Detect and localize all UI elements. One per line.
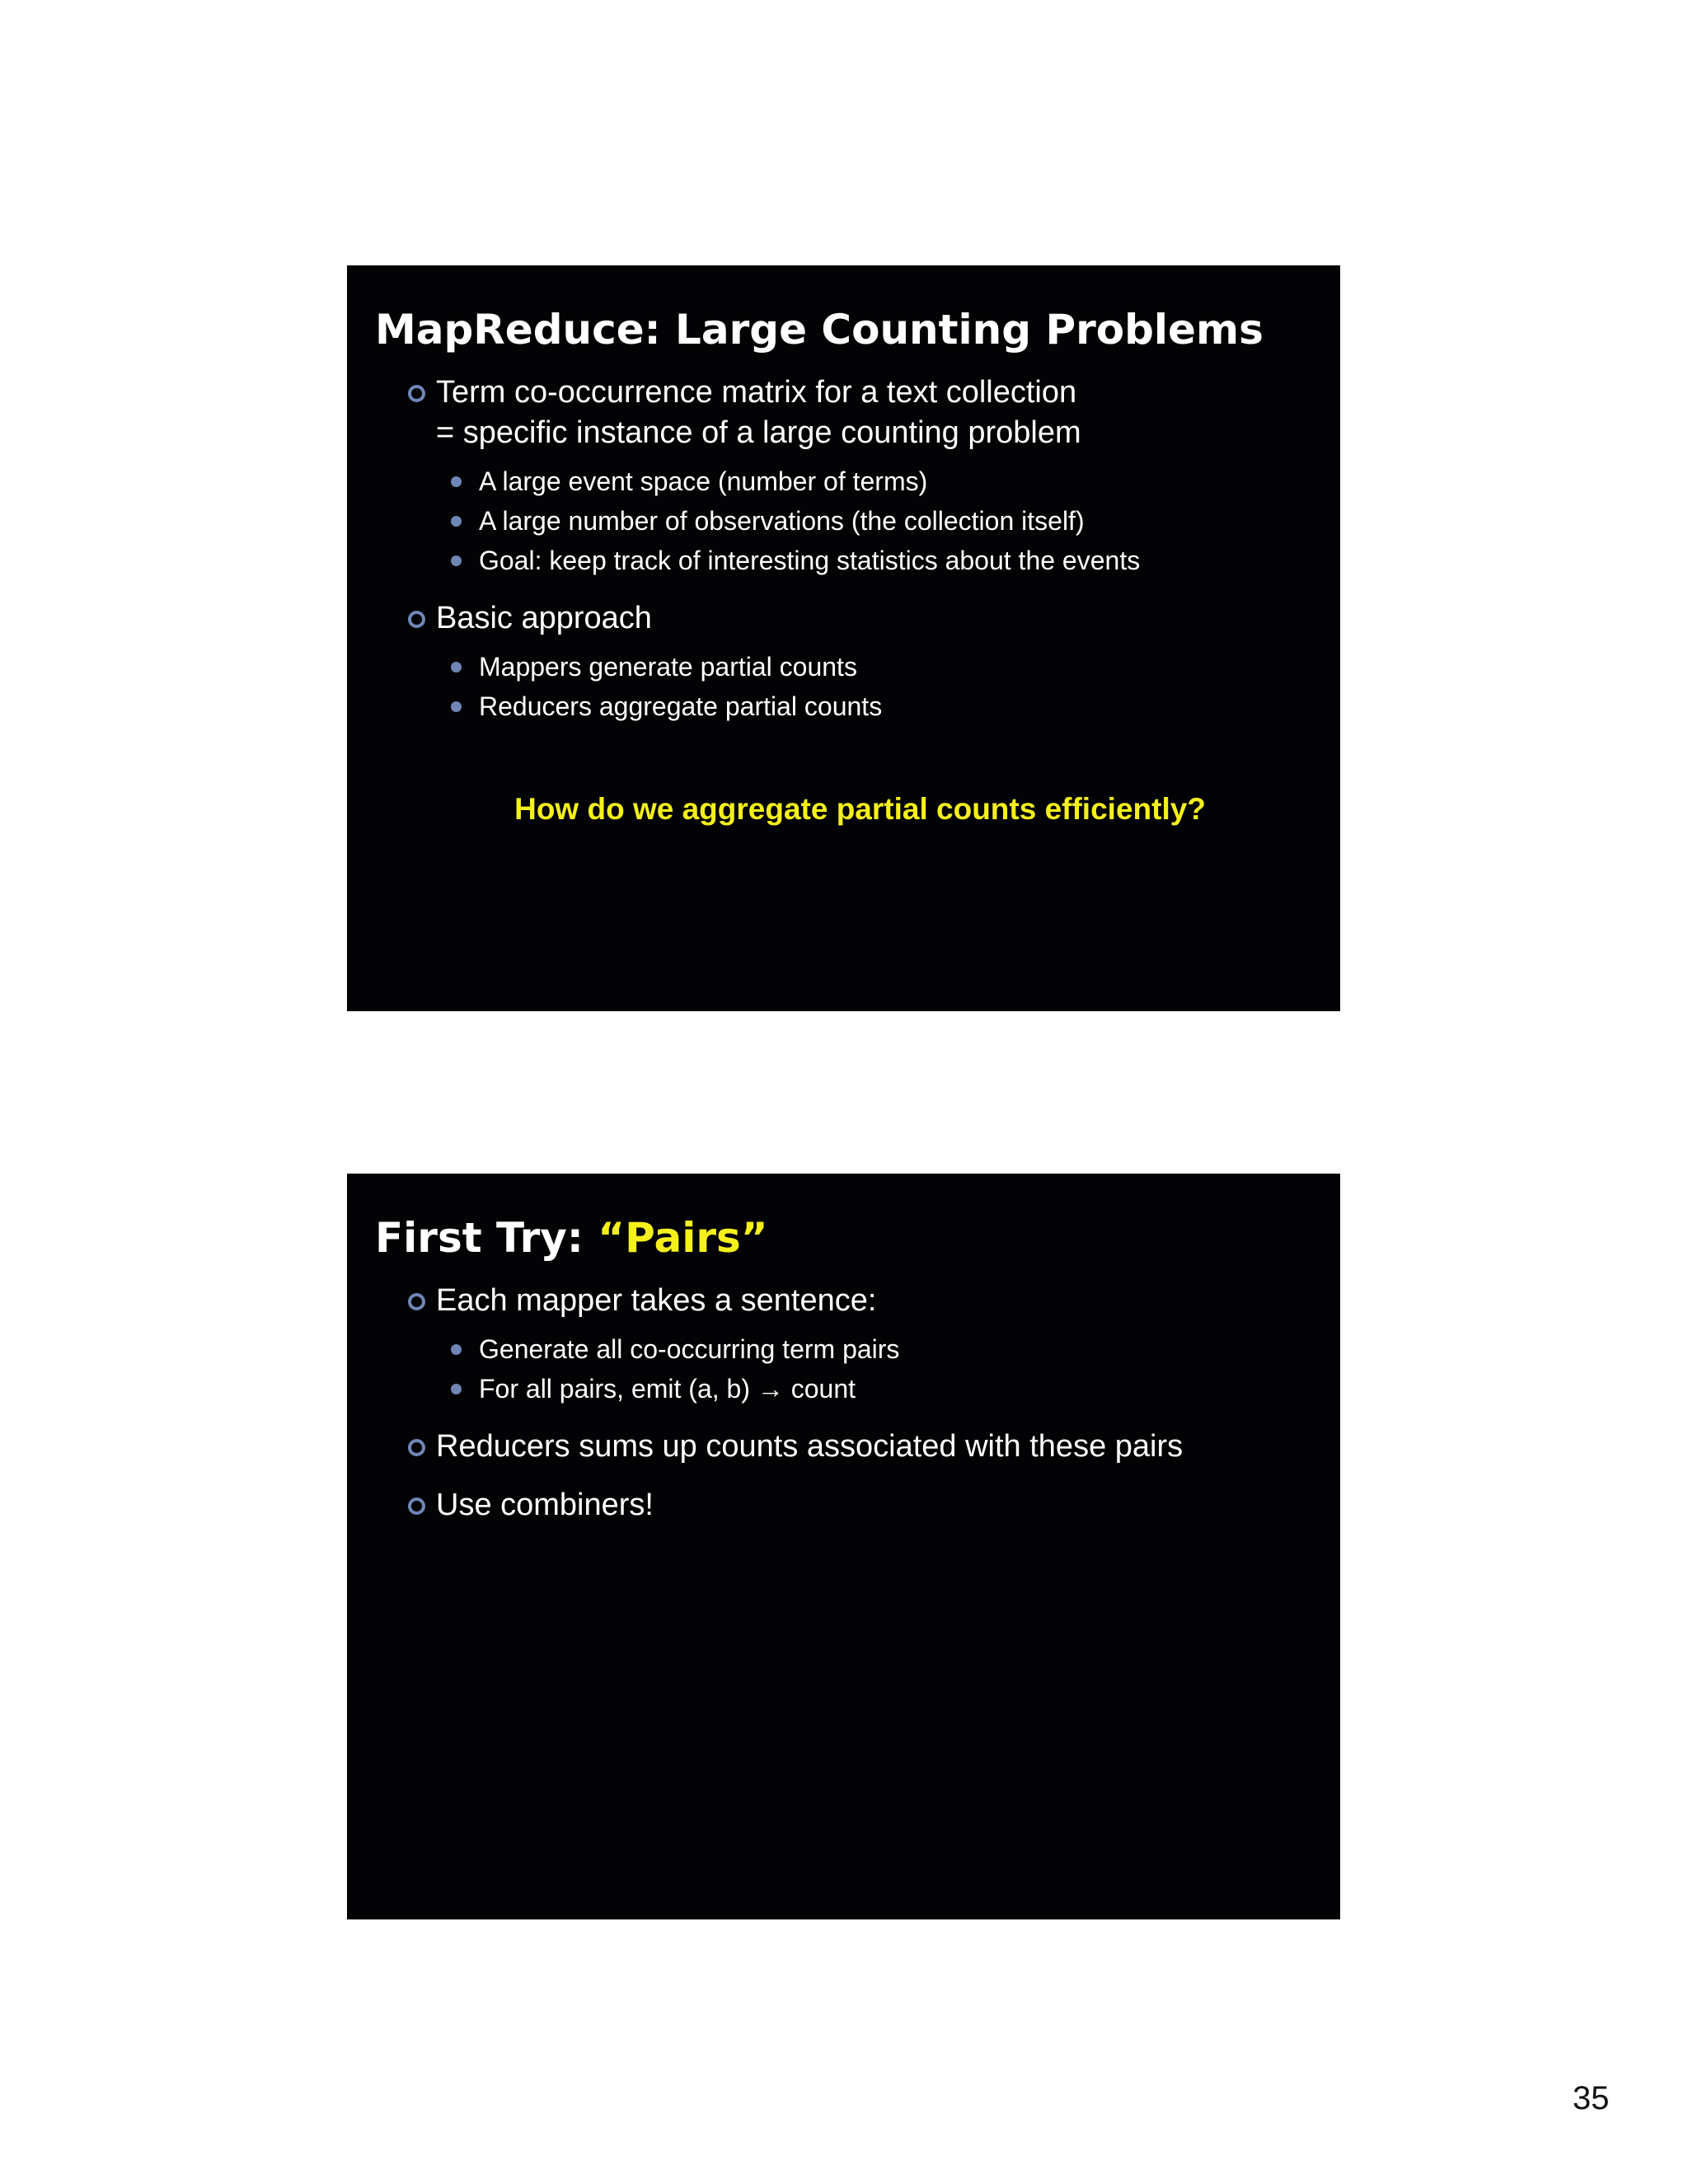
list-item: [451, 1329, 1312, 1369]
ring-bullet-icon: [408, 1497, 425, 1515]
sub-bullet-text: Mappers generate partial counts: [479, 651, 857, 682]
slide-title: MapReduce: Large Counting Problems: [375, 306, 1264, 354]
title-prefix: First Try:: [375, 1214, 598, 1262]
bullet-text: Each mapper takes a sentence:: [436, 1282, 877, 1318]
ring-bullet-icon: [408, 1439, 425, 1456]
dot-bullet-icon: [451, 1344, 462, 1355]
dot-bullet-icon: [451, 1384, 462, 1394]
ring-bullet-icon: [408, 611, 425, 628]
ring-bullet-icon: [408, 1293, 425, 1310]
highlight-question: How do we aggregate partial counts efficiently?: [514, 791, 1206, 826]
list-item: [451, 541, 1312, 580]
sub-bullet-text: A large event space (number of terms): [479, 466, 928, 496]
dot-bullet-icon: [451, 516, 462, 527]
list-item: [451, 462, 1312, 501]
slide-title: [375, 1215, 1312, 1263]
sub-bullet-list: [436, 462, 1312, 580]
dot-bullet-icon: [451, 662, 462, 673]
title-accent: “Pairs”: [598, 1214, 768, 1262]
list-item: [451, 1369, 1312, 1408]
list-item: [408, 1427, 1312, 1467]
sub-bullet-list: [436, 1329, 1312, 1408]
bullet-text: Term co-occurrence matrix for a text collection = specific instance of a large counting problem: [436, 374, 1081, 450]
list-item: [451, 647, 1312, 687]
bullet-text: Basic approach: [436, 600, 652, 635]
dot-bullet-icon: [451, 476, 462, 487]
list-item: [451, 687, 1312, 726]
sub-bullet-text: Reducers aggregate partial counts: [479, 691, 883, 721]
bullet-text: Use combiners!: [436, 1487, 654, 1522]
page-number: 35: [1573, 2080, 1610, 2116]
list-item: [408, 598, 1312, 726]
list-item: [408, 1281, 1312, 1408]
bullet-list: [375, 1281, 1312, 1526]
bullet-list: [375, 373, 1312, 726]
slide-1: [347, 265, 1340, 1011]
sub-bullet-text: For all pairs, emit (a, b) → count: [479, 1373, 856, 1404]
list-item: [408, 1485, 1312, 1526]
sub-bullet-text: Generate all co-occurring term pairs: [479, 1333, 900, 1364]
dot-bullet-icon: [451, 555, 462, 566]
dot-bullet-icon: [451, 701, 462, 712]
sub-bullet-text: Goal: keep track of interesting statistics about the events: [479, 545, 1141, 575]
list-item: [408, 373, 1312, 580]
ring-bullet-icon: [408, 385, 425, 402]
bullet-text: Reducers sums up counts associated with these pairs: [436, 1428, 1184, 1464]
slide-2: [347, 1174, 1340, 1919]
sub-bullet-list: [436, 647, 1312, 726]
sub-bullet-text: A large number of observations (the collection itself): [479, 505, 1085, 536]
list-item: [451, 501, 1312, 541]
